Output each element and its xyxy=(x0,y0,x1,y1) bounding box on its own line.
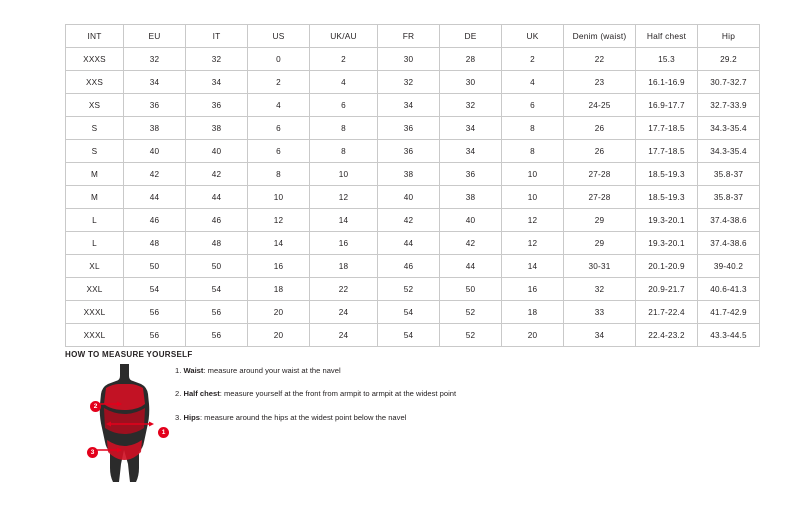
cell-us: 2 xyxy=(248,71,310,94)
cell-it: 46 xyxy=(186,209,248,232)
table-row xyxy=(66,163,760,186)
figure-badge-2: 2 xyxy=(90,401,101,412)
cell-hip: 39-40.2 xyxy=(698,255,760,278)
cell-uk: 12 xyxy=(502,232,564,255)
cell-us: 12 xyxy=(248,209,310,232)
cell-denim: 29 xyxy=(564,232,636,255)
cell-eu: 54 xyxy=(124,278,186,301)
cell-hip: 34.3-35.4 xyxy=(698,117,760,140)
cell-uk: 16 xyxy=(502,278,564,301)
cell-it: 34 xyxy=(186,71,248,94)
column-header-eu: EU xyxy=(124,25,186,48)
column-header-denim-waist: Denim (waist) xyxy=(564,25,636,48)
cell-ukau: 12 xyxy=(310,186,378,209)
cell-ukau: 8 xyxy=(310,140,378,163)
cell-de: 44 xyxy=(440,255,502,278)
cell-eu: 56 xyxy=(124,324,186,347)
cell-int: XXXS xyxy=(66,48,124,71)
table-row xyxy=(66,48,760,71)
cell-hip: 30.7-32.7 xyxy=(698,71,760,94)
step-number-1: 1. xyxy=(175,366,182,375)
cell-fr: 40 xyxy=(378,186,440,209)
cell-fr: 34 xyxy=(378,94,440,117)
cell-half-chest: 18.5-19.3 xyxy=(636,186,698,209)
cell-denim: 27-28 xyxy=(564,163,636,186)
cell-ukau: 22 xyxy=(310,278,378,301)
cell-int: S xyxy=(66,117,124,140)
cell-de: 38 xyxy=(440,186,502,209)
step-number-2: 2. xyxy=(175,389,182,399)
cell-de: 34 xyxy=(440,140,502,163)
cell-fr: 52 xyxy=(378,278,440,301)
cell-fr: 42 xyxy=(378,209,440,232)
measure-step-half-chest xyxy=(175,389,595,399)
cell-half-chest: 15.3 xyxy=(636,48,698,71)
cell-hip: 40.6-41.3 xyxy=(698,278,760,301)
cell-us: 8 xyxy=(248,163,310,186)
table-row xyxy=(66,278,760,301)
cell-denim: 29 xyxy=(564,209,636,232)
cell-us: 14 xyxy=(248,232,310,255)
cell-hip: 37.4-38.6 xyxy=(698,232,760,255)
column-header-it: IT xyxy=(186,25,248,48)
cell-int: L xyxy=(66,209,124,232)
cell-ukau: 24 xyxy=(310,301,378,324)
cell-eu: 56 xyxy=(124,301,186,324)
cell-int: XXXL xyxy=(66,301,124,324)
cell-denim: 23 xyxy=(564,71,636,94)
cell-it: 48 xyxy=(186,232,248,255)
cell-de: 34 xyxy=(440,117,502,140)
cell-hip: 29.2 xyxy=(698,48,760,71)
cell-uk: 10 xyxy=(502,163,564,186)
column-header-hip: Hip xyxy=(698,25,760,48)
cell-ukau: 16 xyxy=(310,232,378,255)
table-row xyxy=(66,117,760,140)
cell-half-chest: 16.1-16.9 xyxy=(636,71,698,94)
cell-half-chest: 20.1-20.9 xyxy=(636,255,698,278)
cell-uk: 8 xyxy=(502,140,564,163)
cell-it: 50 xyxy=(186,255,248,278)
measure-step-waist xyxy=(175,366,595,376)
cell-uk: 8 xyxy=(502,117,564,140)
step-text-half-chest: : measure yourself at the front from armpit to armpit at the widest point xyxy=(219,389,457,399)
cell-fr: 54 xyxy=(378,301,440,324)
size-chart-body xyxy=(66,48,760,347)
cell-int: XXS xyxy=(66,71,124,94)
cell-int: XXXL xyxy=(66,324,124,347)
cell-it: 36 xyxy=(186,94,248,117)
measurement-instructions xyxy=(175,366,595,436)
cell-us: 6 xyxy=(248,140,310,163)
cell-it: 54 xyxy=(186,278,248,301)
cell-hip: 35.8-37 xyxy=(698,163,760,186)
cell-denim: 27-28 xyxy=(564,186,636,209)
cell-half-chest: 21.7-22.4 xyxy=(636,301,698,324)
cell-it: 38 xyxy=(186,117,248,140)
cell-int: XS xyxy=(66,94,124,117)
cell-de: 28 xyxy=(440,48,502,71)
cell-us: 16 xyxy=(248,255,310,278)
cell-ukau: 8 xyxy=(310,117,378,140)
column-header-us: US xyxy=(248,25,310,48)
cell-it: 44 xyxy=(186,186,248,209)
cell-int: M xyxy=(66,163,124,186)
column-header-de: DE xyxy=(440,25,502,48)
cell-de: 36 xyxy=(440,163,502,186)
cell-it: 56 xyxy=(186,301,248,324)
table-row xyxy=(66,94,760,117)
cell-half-chest: 19.3-20.1 xyxy=(636,232,698,255)
cell-hip: 37.4-38.6 xyxy=(698,209,760,232)
cell-ukau: 2 xyxy=(310,48,378,71)
cell-eu: 42 xyxy=(124,163,186,186)
table-row xyxy=(66,209,760,232)
cell-denim: 32 xyxy=(564,278,636,301)
column-header-ukau: UK/AU xyxy=(310,25,378,48)
cell-uk: 6 xyxy=(502,94,564,117)
measure-step-hips xyxy=(175,413,595,423)
step-text-waist: : measure around your waist at the navel xyxy=(203,366,341,375)
cell-fr: 44 xyxy=(378,232,440,255)
cell-de: 32 xyxy=(440,94,502,117)
column-header-uk: UK xyxy=(502,25,564,48)
cell-int: M xyxy=(66,186,124,209)
cell-hip: 35.8-37 xyxy=(698,186,760,209)
table-row xyxy=(66,324,760,347)
cell-eu: 40 xyxy=(124,140,186,163)
cell-fr: 32 xyxy=(378,71,440,94)
cell-uk: 10 xyxy=(502,186,564,209)
measurement-figure xyxy=(86,364,172,489)
column-header-int: INT xyxy=(66,25,124,48)
cell-eu: 48 xyxy=(124,232,186,255)
cell-int: S xyxy=(66,140,124,163)
cell-de: 52 xyxy=(440,324,502,347)
cell-half-chest: 16.9-17.7 xyxy=(636,94,698,117)
cell-half-chest: 17.7-18.5 xyxy=(636,117,698,140)
cell-uk: 20 xyxy=(502,324,564,347)
cell-denim: 22 xyxy=(564,48,636,71)
cell-ukau: 4 xyxy=(310,71,378,94)
cell-us: 20 xyxy=(248,301,310,324)
cell-fr: 54 xyxy=(378,324,440,347)
cell-ukau: 24 xyxy=(310,324,378,347)
cell-denim: 33 xyxy=(564,301,636,324)
cell-half-chest: 20.9-21.7 xyxy=(636,278,698,301)
cell-eu: 44 xyxy=(124,186,186,209)
cell-uk: 18 xyxy=(502,301,564,324)
step-number-3: 3. xyxy=(175,412,182,422)
cell-uk: 4 xyxy=(502,71,564,94)
cell-it: 42 xyxy=(186,163,248,186)
cell-ukau: 10 xyxy=(310,163,378,186)
cell-hip: 32.7-33.9 xyxy=(698,94,760,117)
cell-it: 32 xyxy=(186,48,248,71)
figure-badge-1: 1 xyxy=(158,427,169,438)
cell-denim: 34 xyxy=(564,324,636,347)
cell-us: 6 xyxy=(248,117,310,140)
cell-denim: 30-31 xyxy=(564,255,636,278)
figure-badge-3: 3 xyxy=(87,447,98,458)
step-text-hips: : measure around the hips at the widest point below the navel xyxy=(199,412,407,422)
cell-de: 50 xyxy=(440,278,502,301)
cell-ukau: 18 xyxy=(310,255,378,278)
cell-denim: 26 xyxy=(564,117,636,140)
step-term-half-chest: Half chest xyxy=(183,389,220,399)
cell-ukau: 6 xyxy=(310,94,378,117)
table-row xyxy=(66,186,760,209)
cell-denim: 26 xyxy=(564,140,636,163)
cell-fr: 30 xyxy=(378,48,440,71)
cell-eu: 36 xyxy=(124,94,186,117)
cell-de: 30 xyxy=(440,71,502,94)
cell-uk: 14 xyxy=(502,255,564,278)
cell-hip: 34.3-35.4 xyxy=(698,140,760,163)
cell-int: XL xyxy=(66,255,124,278)
cell-it: 40 xyxy=(186,140,248,163)
cell-us: 0 xyxy=(248,48,310,71)
cell-eu: 32 xyxy=(124,48,186,71)
cell-half-chest: 19.3-20.1 xyxy=(636,209,698,232)
cell-eu: 38 xyxy=(124,117,186,140)
cell-half-chest: 22.4-23.2 xyxy=(636,324,698,347)
cell-uk: 12 xyxy=(502,209,564,232)
size-chart-header xyxy=(66,25,760,48)
cell-it: 56 xyxy=(186,324,248,347)
cell-us: 20 xyxy=(248,324,310,347)
cell-hip: 41.7-42.9 xyxy=(698,301,760,324)
mannequin-illustration xyxy=(86,364,172,489)
cell-eu: 46 xyxy=(124,209,186,232)
how-to-measure-heading: HOW TO MEASURE YOURSELF xyxy=(65,350,193,359)
size-chart-table xyxy=(65,24,760,347)
cell-us: 4 xyxy=(248,94,310,117)
cell-de: 42 xyxy=(440,232,502,255)
cell-fr: 36 xyxy=(378,140,440,163)
table-row xyxy=(66,140,760,163)
cell-ukau: 14 xyxy=(310,209,378,232)
cell-de: 40 xyxy=(440,209,502,232)
size-chart-table-container xyxy=(65,24,747,347)
cell-fr: 36 xyxy=(378,117,440,140)
cell-int: XXL xyxy=(66,278,124,301)
table-header-row xyxy=(66,25,760,48)
cell-half-chest: 18.5-19.3 xyxy=(636,163,698,186)
column-header-fr: FR xyxy=(378,25,440,48)
table-row xyxy=(66,255,760,278)
step-term-waist: Waist xyxy=(183,366,204,375)
step-term-hips: Hips xyxy=(183,412,200,422)
cell-eu: 34 xyxy=(124,71,186,94)
cell-eu: 50 xyxy=(124,255,186,278)
cell-int: L xyxy=(66,232,124,255)
table-row xyxy=(66,301,760,324)
table-row xyxy=(66,71,760,94)
table-row xyxy=(66,232,760,255)
cell-hip: 43.3-44.5 xyxy=(698,324,760,347)
column-header-half-chest: Half chest xyxy=(636,25,698,48)
cell-fr: 46 xyxy=(378,255,440,278)
cell-half-chest: 17.7-18.5 xyxy=(636,140,698,163)
cell-de: 52 xyxy=(440,301,502,324)
cell-us: 18 xyxy=(248,278,310,301)
cell-denim: 24-25 xyxy=(564,94,636,117)
cell-fr: 38 xyxy=(378,163,440,186)
cell-us: 10 xyxy=(248,186,310,209)
cell-uk: 2 xyxy=(502,48,564,71)
